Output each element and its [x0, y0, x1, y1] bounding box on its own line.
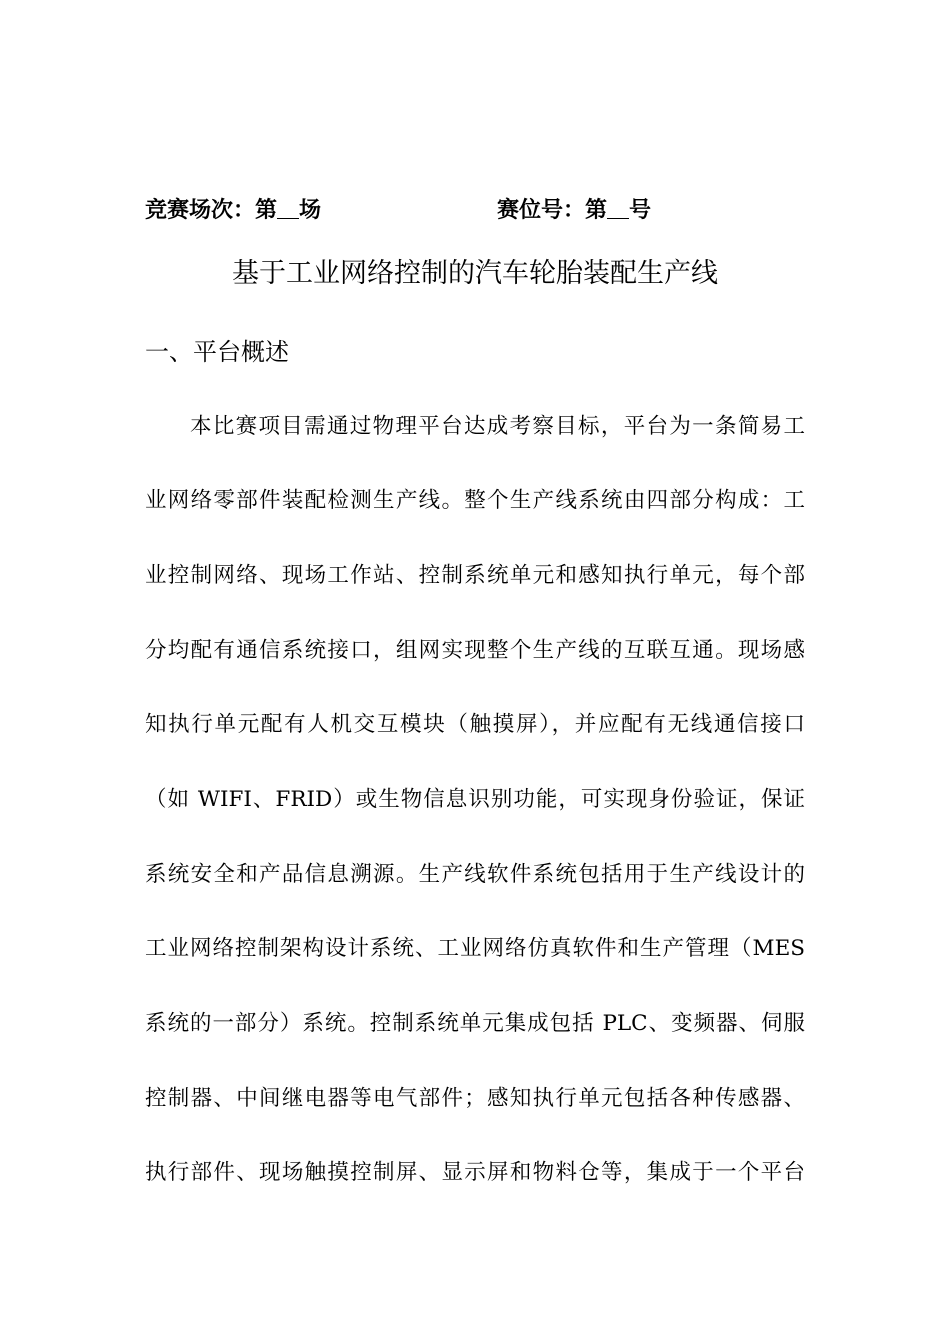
seat-label: 赛位号：第 [497, 198, 608, 223]
session-suffix: 场 [299, 198, 322, 223]
document-title: 基于工业网络控制的汽车轮胎装配生产线 [232, 258, 718, 289]
paragraph-line: 知执行单元配有人机交互模块（触摸屏），并应配有无线通信接口 [145, 712, 805, 737]
paragraph-line: 执行部件、现场触摸控制屏、显示屏和物料仓等，集成于一个平台 [145, 1160, 805, 1185]
section-heading: 一、平台概述 [145, 338, 289, 366]
seat-blank [607, 198, 629, 219]
paragraph-line: 控制器、中间继电器等电气部件；感知执行单元包括各种传感器、 [145, 1086, 805, 1111]
session-label: 竞赛场次：第 [145, 198, 278, 223]
session-blank [277, 198, 299, 219]
paragraph-line: 业网络零部件装配检测生产线。整个生产线系统由四部分构成：工 [145, 488, 805, 513]
paragraph-line: （如 WIFI、FRID）或生物信息识别功能，可实现身份验证，保证 [145, 787, 805, 812]
paragraph-line: 本比赛项目需通过物理平台达成考察目标，平台为一条简易工 [190, 414, 805, 439]
seat-suffix: 号 [629, 198, 652, 223]
competition-header [145, 196, 805, 226]
session-field [145, 196, 321, 226]
seat-field [497, 196, 651, 226]
paragraph-line: 业控制网络、现场工作站、控制系统单元和感知执行单元，每个部 [145, 563, 805, 588]
paragraph-line: 系统安全和产品信息溯源。生产线软件系统包括用于生产线设计的 [145, 862, 805, 887]
paragraph-line: 系统的一部分）系统。控制系统单元集成包括 PLC、变频器、伺服 [145, 1011, 805, 1036]
paragraph-line: 工业网络控制架构设计系统、工业网络仿真软件和生产管理（MES [145, 936, 805, 961]
paragraph-line: 分均配有通信系统接口，组网实现整个生产线的互联互通。现场感 [145, 638, 805, 663]
